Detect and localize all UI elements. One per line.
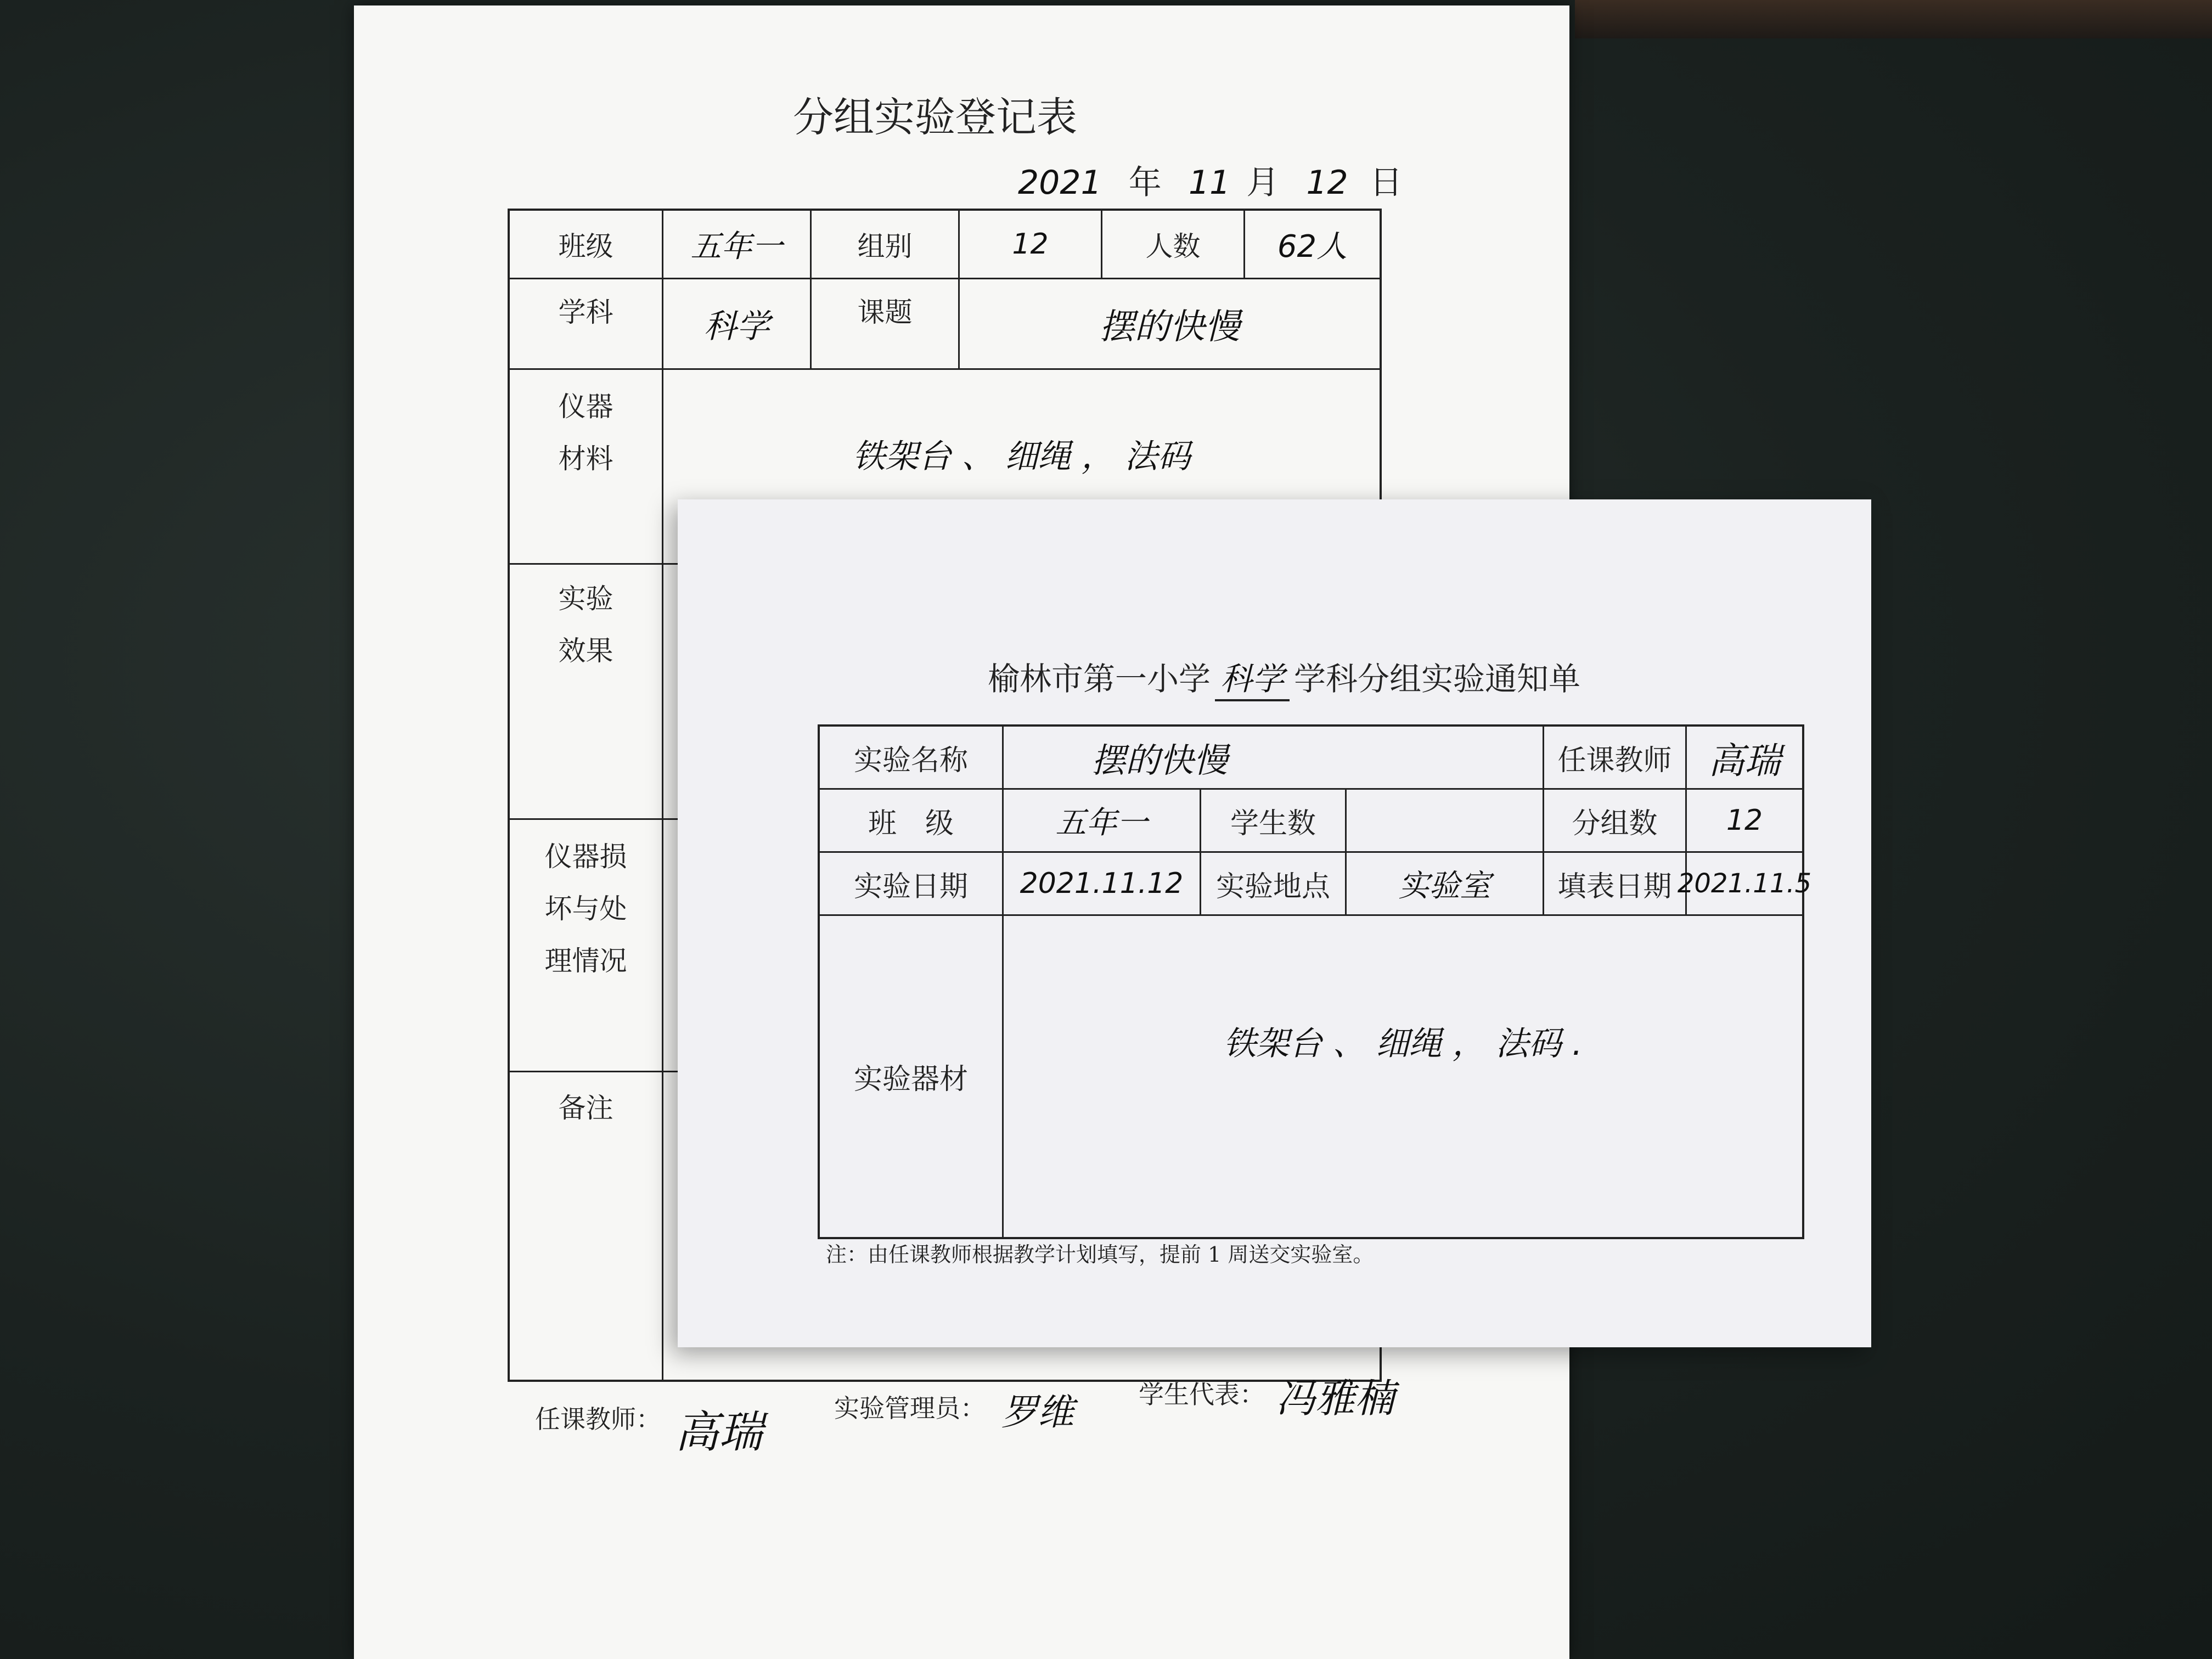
value-fill-date: 2021.11.5: [1687, 853, 1802, 916]
notice-title-subject: 科学: [1215, 653, 1290, 701]
label-subject: 学科: [510, 279, 663, 370]
notice-form-sheet: [678, 499, 1871, 1347]
date-month-unit: 月: [1246, 164, 1280, 202]
date-day: 12: [1306, 164, 1348, 202]
registration-date: [1018, 156, 1403, 204]
label-equipment-line2: 材料: [558, 443, 613, 475]
value-headcount: 62人: [1245, 211, 1380, 279]
value-class-notice: 五年一: [1004, 790, 1201, 853]
registration-title: 分组实验登记表: [793, 94, 1077, 141]
student-signature-label: 学生代表：: [1139, 1380, 1265, 1409]
label-damage-line3: 理情况: [544, 945, 627, 977]
label-experiment-date: 实验日期: [820, 853, 1004, 916]
value-experiment-date: 2021.11.12: [1004, 853, 1201, 916]
label-equipment-line1: 仪器: [558, 391, 613, 423]
value-group: 12: [960, 211, 1102, 279]
desk-edge: [1575, 0, 2212, 38]
notice-title-suffix: 学科分组实验通知单: [1294, 660, 1581, 698]
label-materials: 实验器材: [820, 916, 1004, 1237]
label-location: 实验地点: [1201, 853, 1347, 916]
value-group-count: 12: [1687, 790, 1802, 853]
date-day-unit: 日: [1369, 164, 1403, 202]
value-student-count: [1347, 790, 1544, 853]
label-group-count: 分组数: [1544, 790, 1687, 853]
label-remarks: 备注: [510, 1072, 663, 1380]
manager-signature-label: 实验管理员：: [834, 1393, 986, 1423]
date-year: 2021: [1018, 164, 1102, 202]
label-effect-line2: 效果: [558, 635, 613, 667]
label-student-count: 学生数: [1201, 790, 1347, 853]
student-signature: 冯雅楠: [1276, 1375, 1395, 1421]
label-teacher: 任课教师: [1544, 727, 1687, 790]
label-class: 班级: [510, 211, 663, 279]
label-damage-line1: 仪器损: [544, 841, 627, 873]
label-headcount: 人数: [1102, 211, 1245, 279]
value-equipment: 铁架台 、 细绳 ， 法码: [663, 370, 1380, 565]
value-materials: 铁架台 、 细绳 ， 法码 .: [1223, 1025, 1583, 1063]
notice-footnote: 注：由任课教师根据教学计划填写，提前 1 周送交实验室。: [826, 1242, 1374, 1267]
notice-title: [988, 653, 1580, 701]
teacher-signature: 高瑞: [675, 1407, 763, 1458]
date-month: 11: [1188, 164, 1231, 202]
label-topic: 课题: [812, 279, 960, 370]
value-teacher: 高瑞: [1687, 727, 1802, 790]
label-effect: [510, 565, 663, 820]
label-experiment-name: 实验名称: [820, 727, 1004, 790]
label-effect-line1: 实验: [558, 583, 613, 615]
value-class: 五年一: [663, 211, 812, 279]
teacher-signature-label: 任课教师：: [535, 1404, 661, 1434]
label-damage: [510, 820, 663, 1072]
value-topic: 摆的快慢: [960, 279, 1380, 370]
label-equipment: [510, 370, 663, 565]
notice-title-prefix: 榆林市第一小学: [988, 660, 1211, 698]
value-location: 实验室: [1347, 853, 1544, 916]
notice-table: [818, 724, 1812, 1239]
date-year-unit: 年: [1128, 164, 1162, 202]
signature-row: [535, 1375, 1550, 1471]
manager-signature: 罗维: [1001, 1391, 1074, 1433]
value-experiment-name: 摆的快慢: [1004, 727, 1544, 790]
label-fill-date: 填表日期: [1544, 853, 1687, 916]
value-subject: 科学: [663, 279, 812, 370]
label-group: 组别: [812, 211, 960, 279]
label-class-notice: 班 级: [820, 790, 1004, 853]
label-damage-line2: 坏与处: [544, 893, 627, 925]
